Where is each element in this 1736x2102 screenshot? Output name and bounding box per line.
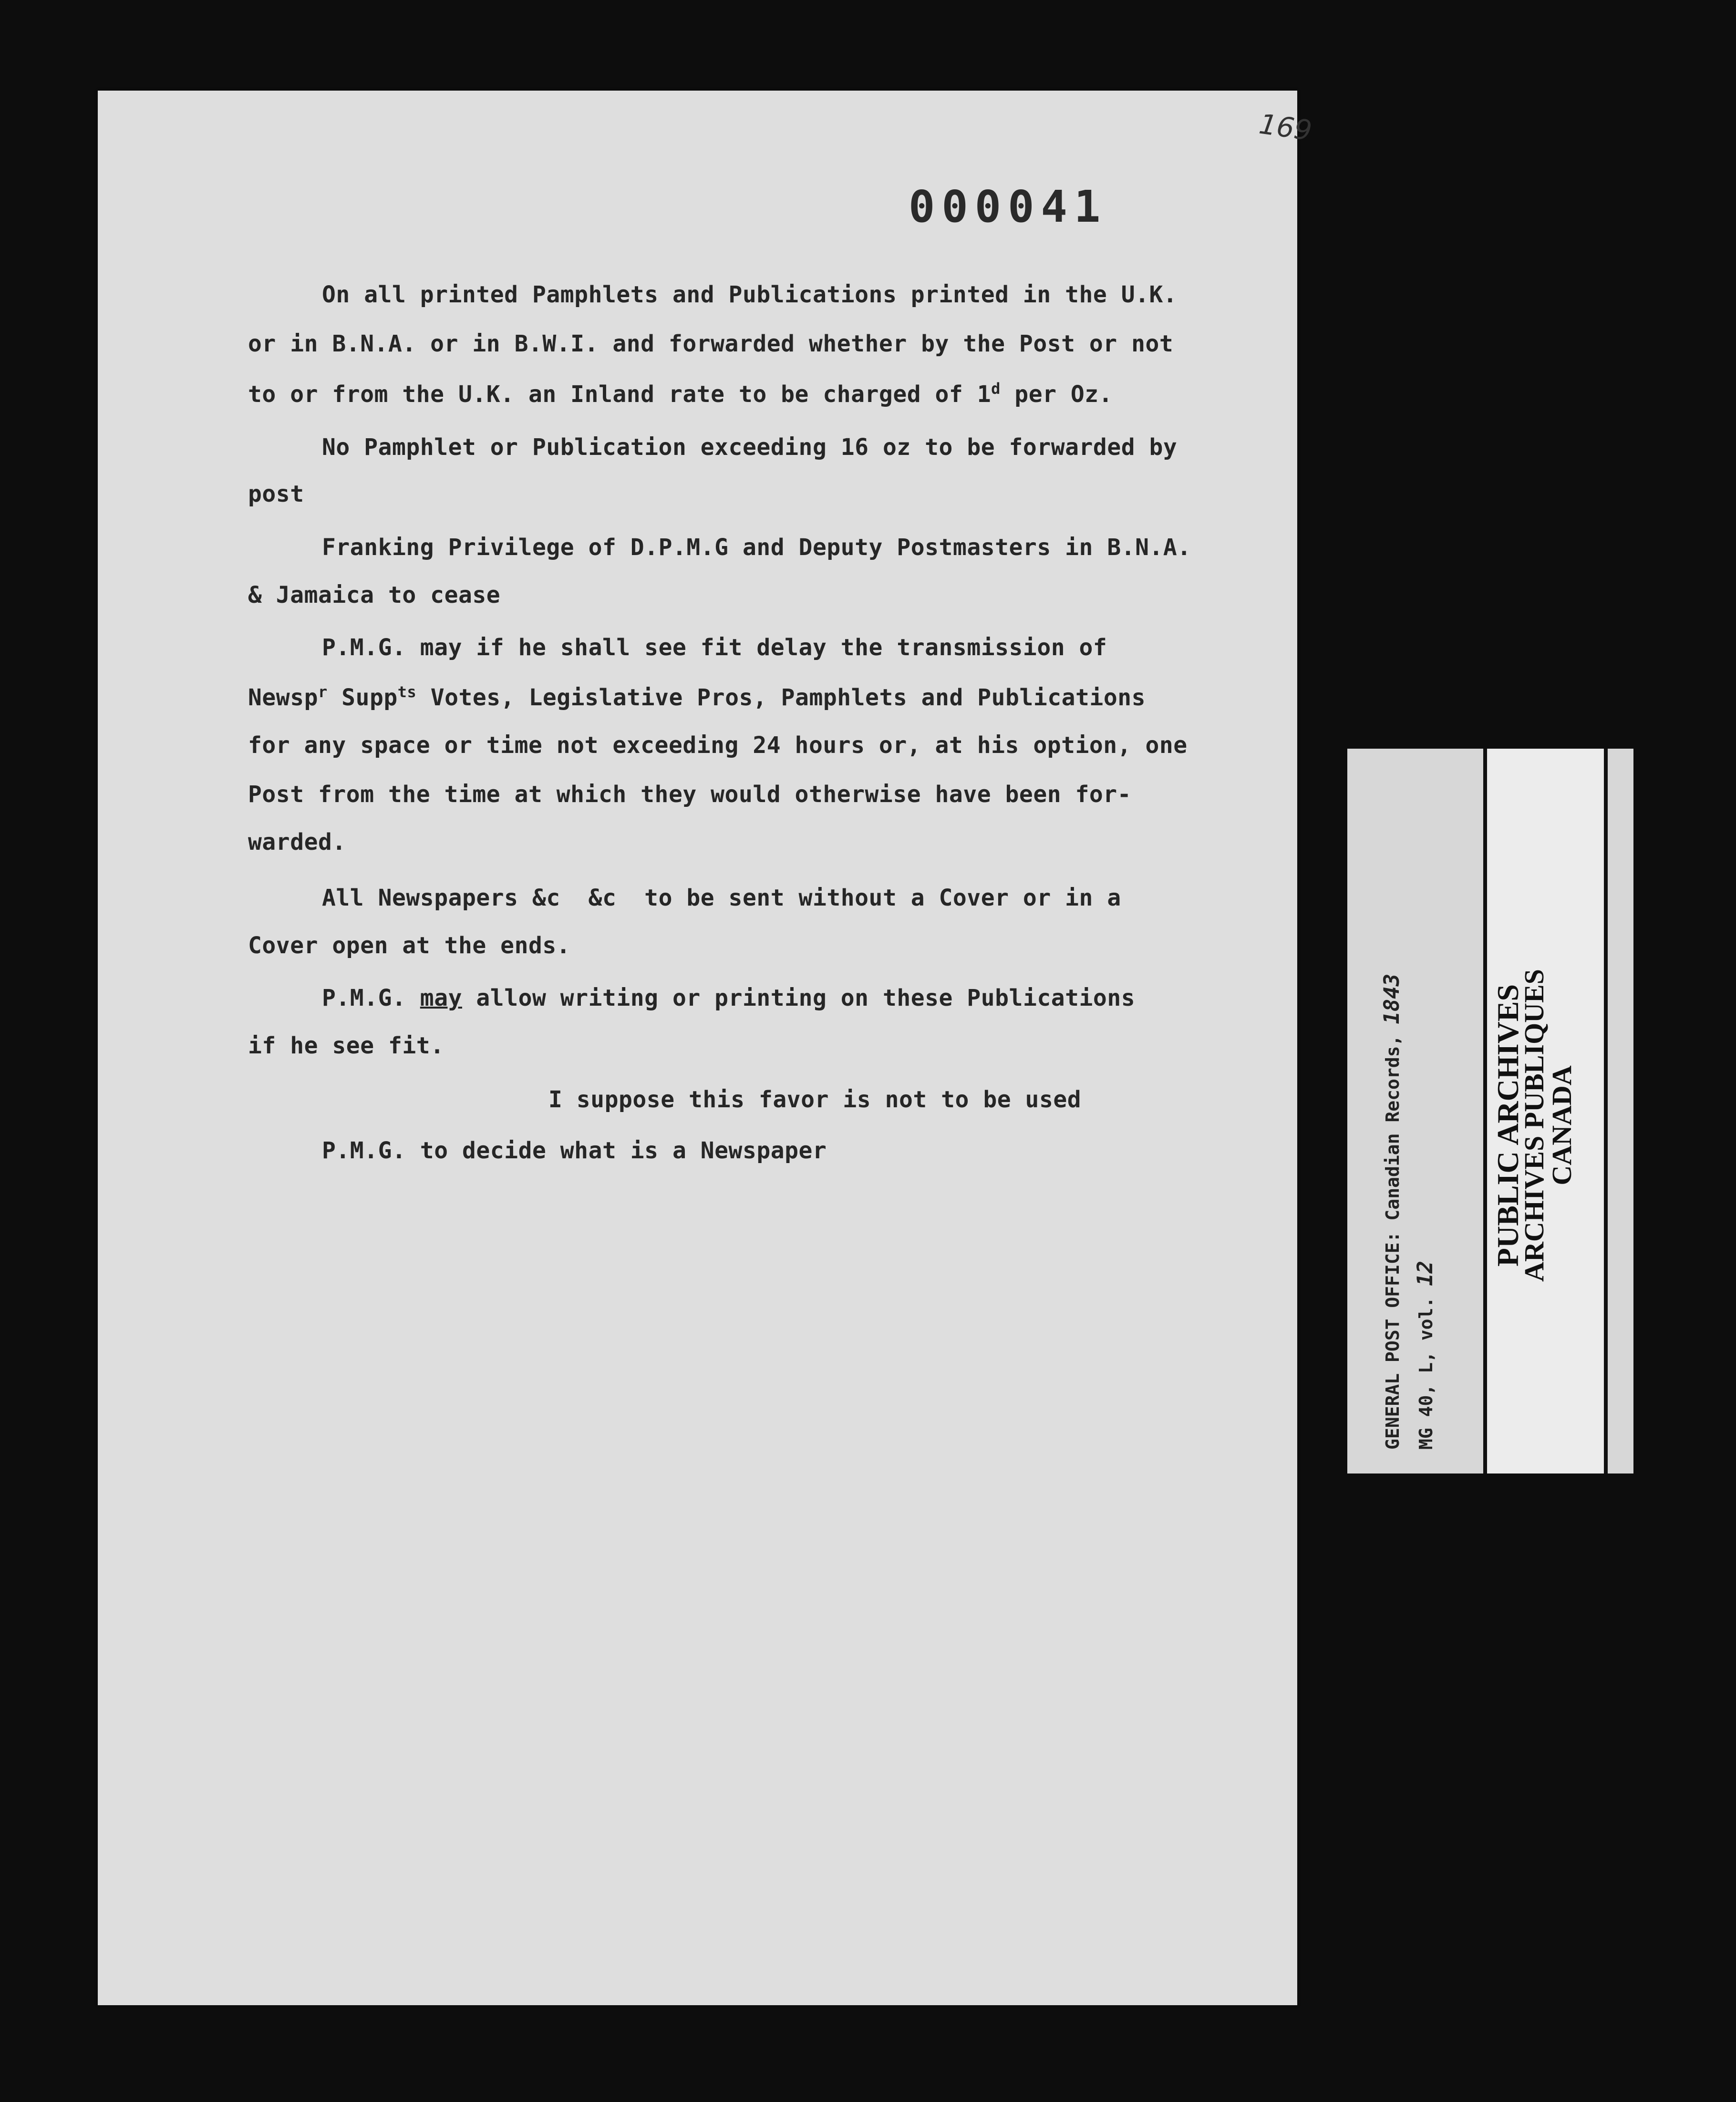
marginal-note: I suppose this favor is not to be used: [548, 1086, 1082, 1113]
text-line: warded.: [248, 829, 346, 855]
text-line: P.M.G. may if he shall see fit delay the transmission of: [322, 634, 1107, 661]
text-fragment: P.M.G.: [322, 985, 420, 1011]
superscript: ts: [397, 683, 417, 701]
record-year: 1843: [1380, 973, 1404, 1024]
stamp-number: 000041: [909, 181, 1107, 232]
text-line: or in B.N.A. or in B.W.I. and forwarded whether by the Post or not: [248, 330, 1174, 357]
text-line: Post from the time at which they would otherwise have been for-: [248, 781, 1132, 808]
text-line: & Jamaica to cease: [248, 582, 501, 608]
text-line: post: [248, 481, 304, 507]
folio-number: 169: [1257, 107, 1314, 147]
text-fragment: Newsp: [248, 684, 318, 711]
text-fragment: per Oz.: [1000, 381, 1113, 408]
record-volume-text: MG 40, L, vol.: [1416, 1286, 1436, 1450]
text-line: [248, 380, 1113, 408]
text-line: [322, 985, 1135, 1011]
archive-label: [1347, 749, 1633, 1473]
underlined-word: may: [420, 985, 462, 1011]
text-line: On all printed Pamphlets and Publications printed in the U.K.: [322, 281, 1178, 308]
superscript: r: [318, 683, 328, 701]
text-fragment: to or from the U.K. an Inland rate to be charged of 1: [248, 381, 992, 408]
text-line: if he see fit.: [248, 1032, 444, 1059]
archive-label-text: [1347, 749, 1633, 1473]
record-group-line: [1380, 974, 1404, 1450]
text-fragment: Supp: [327, 684, 398, 711]
text-fragment: allow writing or printing on these Publications: [462, 985, 1136, 1011]
record-group-text: GENERAL POST OFFICE: Canadian Records,: [1382, 1024, 1403, 1450]
text-line: Cover open at the ends.: [248, 932, 571, 959]
text-fragment: Votes, Legislative Pros, Pamphlets and Publications: [416, 684, 1146, 711]
text-line: No Pamphlet or Publication exceeding 16 oz to be forwarded by: [322, 434, 1178, 461]
text-line: Franking Privilege of D.P.M.G and Deputy Postmasters in B.N.A.: [322, 534, 1191, 561]
superscript: d: [991, 380, 1001, 398]
text-line: P.M.G. to decide what is a Newspaper: [322, 1137, 827, 1164]
record-volume-line: [1413, 1261, 1437, 1450]
text-line: [248, 683, 1146, 711]
text-line: for any space or time not exceeding 24 hours or, at his option, one: [248, 732, 1188, 759]
archives-country: CANADA: [1546, 1065, 1577, 1185]
archives-name-en: PUBLIC ARCHIVES: [1491, 984, 1525, 1267]
text-line: All Newspapers &c &c to be sent without a Cover or in a: [322, 885, 1121, 911]
record-volume-number: 12: [1413, 1260, 1437, 1286]
archives-name-fr: ARCHIVES PUBLIQUES: [1519, 969, 1550, 1282]
